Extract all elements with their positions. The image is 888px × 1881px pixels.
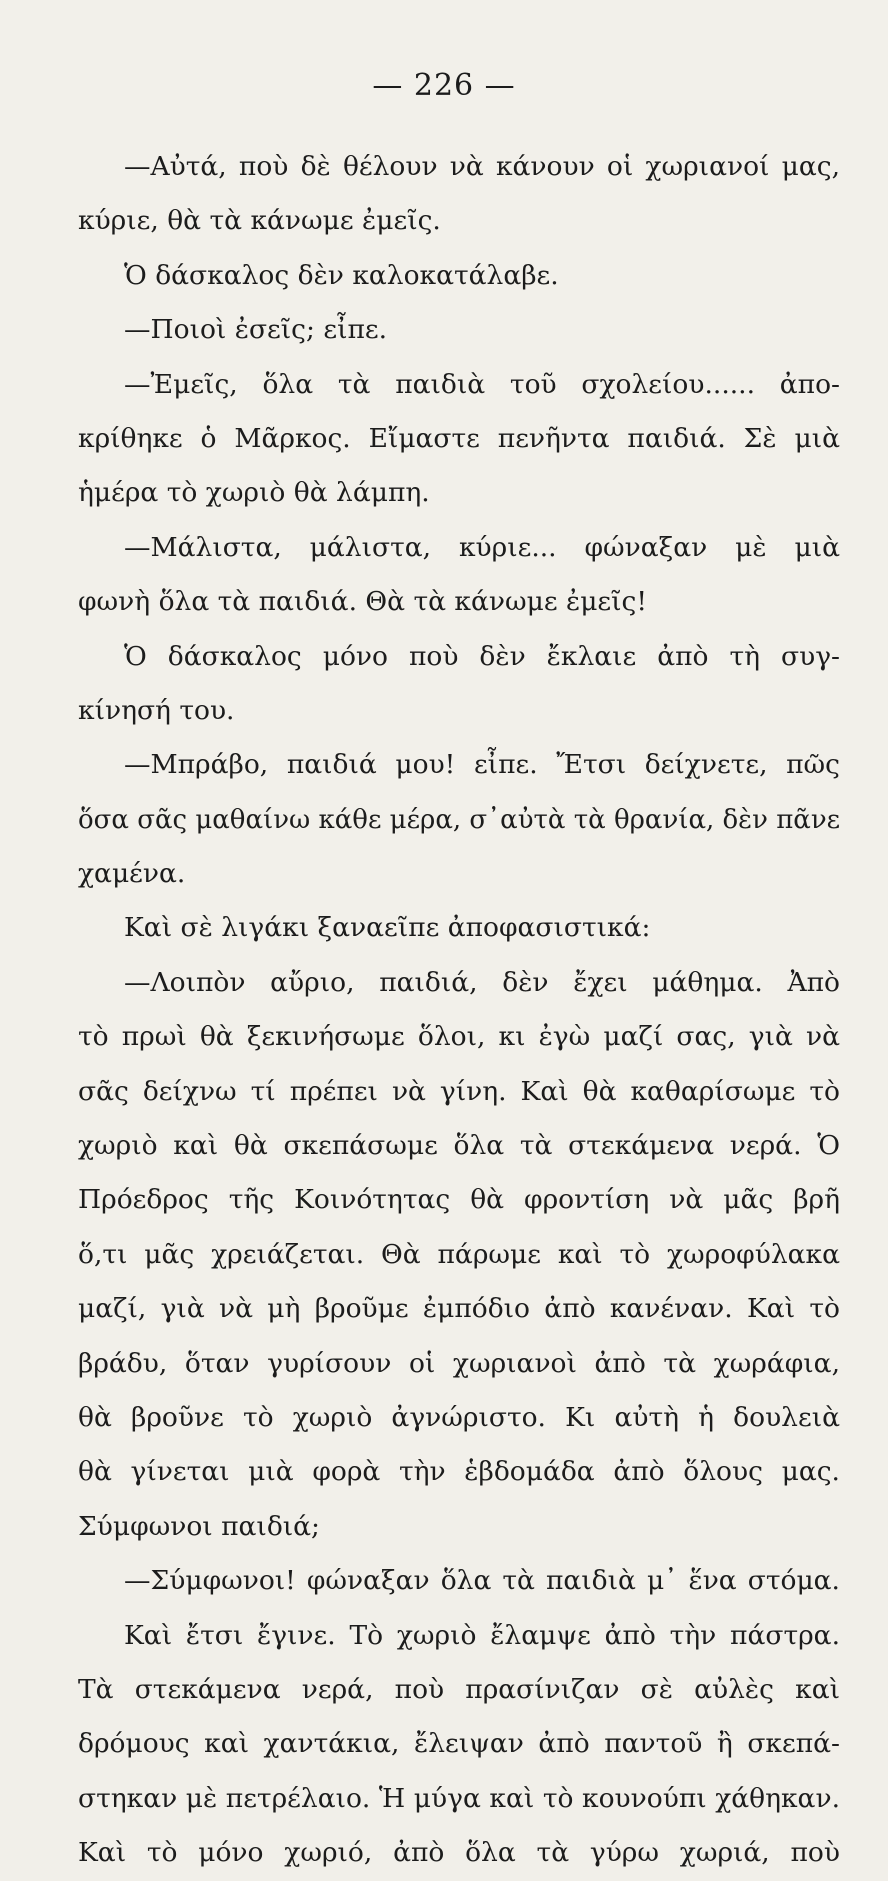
text-line: θὰ βροῦνε τὸ χωριὸ ἀγνώριστο. Κι αὐτὴ ἡ δουλειὰ — [78, 1401, 840, 1433]
text-line: χωριὸ καὶ θὰ σκεπάσωμε ὅλα τὰ στεκάμενα νερά. Ὁ — [78, 1130, 840, 1162]
text-line: Καὶ ἔτσι ἔγινε. Τὸ χωριὸ ἔλαμψε ἀπὸ τὴν πάστρα. — [124, 1619, 840, 1651]
text-line: ἡμέρα τὸ χωριὸ θὰ λάμπη. — [78, 477, 430, 509]
text-line: —Ποιοὶ ἐσεῖς; εἶπε. — [124, 314, 388, 346]
page-number: — 226 — — [372, 68, 516, 103]
text-line: κρίθηκε ὁ Μᾶρκος. Εἴμαστε πενῆντα παιδιά. Σὲ μιὰ — [78, 422, 840, 454]
text-line: —Σύμφωνοι! φώναξαν ὅλα τὰ παιδιὰ μ᾽ ἕνα στόμα. — [124, 1565, 840, 1597]
text-line: τὸ πρωὶ θὰ ξεκινήσωμε ὅλοι, κι ἐγὼ μαζί σας, γιὰ νὰ — [78, 1021, 840, 1053]
text-line: κίνησή του. — [78, 694, 235, 726]
text-line: —Αὐτά, ποὺ δὲ θέλουν νὰ κάνουν οἱ χωριανοί μας, — [124, 151, 840, 182]
text-line: στηκαν μὲ πετρέλαιο. Ἡ μύγα καὶ τὸ κουνούπι χάθηκαν. — [78, 1782, 840, 1814]
text-line: —Ἐμεῖς, ὅλα τὰ παιδιὰ τοῦ σχολείου...... ἀπο- — [124, 368, 840, 400]
text-line: φωνὴ ὅλα τὰ παιδιά. Θὰ τὰ κάνωμε ἐμεῖς! — [78, 586, 648, 618]
text-line: Τὰ στεκάμενα νερά, ποὺ πρασίνιζαν σὲ αὐλὲς καὶ — [78, 1673, 840, 1705]
text-line: κύριε, θὰ τὰ κάνωμε ἐμεῖς. — [78, 205, 441, 237]
text-line: Καὶ τὸ μόνο χωριό, ἀπὸ ὅλα τὰ γύρω χωριά, ποὺ — [78, 1837, 840, 1869]
text-line: —Μάλιστα, μάλιστα, κύριε... φώναξαν μὲ μιὰ — [124, 531, 840, 563]
text-line: βράδυ, ὅταν γυρίσουν οἱ χωριανοὶ ἀπὸ τὰ χωράφια, — [78, 1347, 840, 1379]
text-line: Καὶ σὲ λιγάκι ξαναεῖπε ἀποφασιστικά: — [124, 912, 651, 944]
text-line: —Λοιπὸν αὔριο, παιδιά, δὲν ἔχει μάθημα. Ἀπὸ — [124, 966, 840, 998]
text-line: —Μπράβο, παιδιά μου! εἶπε. Ἔτσι δείχνετε, πῶς — [124, 749, 840, 781]
page-text — [78, 140, 840, 1881]
text-line: Ὁ δάσκαλος δὲν καλοκατάλαβε. — [124, 259, 559, 291]
text-line: χαμένα. — [78, 858, 186, 890]
text-line: ὅσα σᾶς μαθαίνω κάθε μέρα, σ᾽αὐτὰ τὰ θρανία, δὲν πᾶνε — [78, 804, 841, 835]
text-line: Ὁ δάσκαλος μόνο ποὺ δὲν ἔκλαιε ἀπὸ τὴ συγ- — [124, 640, 840, 672]
text-line: θὰ γίνεται μιὰ φορὰ τὴν ἑβδομάδα ἀπὸ ὅλους μας. — [78, 1456, 840, 1488]
text-line: ὅ,τι μᾶς χρειάζεται. Θὰ πάρωμε καὶ τὸ χωροφύλακα — [78, 1238, 840, 1270]
text-line: μαζί, γιὰ νὰ μὴ βροῦμε ἐμπόδιο ἀπὸ κανέναν. Καὶ τὸ — [78, 1293, 840, 1325]
text-line: δρόμους καὶ χαντάκια, ἔλειψαν ἀπὸ παντοῦ ἢ σκεπά- — [78, 1728, 840, 1760]
text-line: σᾶς δείχνω τί πρέπει νὰ γίνη. Καὶ θὰ καθαρίσωμε τὸ — [78, 1075, 840, 1107]
text-line: Σύμφωνοι παιδιά; — [78, 1510, 320, 1542]
text-line: Πρόεδρος τῆς Κοινότητας θὰ φροντίση νὰ μᾶς βρῆ — [78, 1184, 840, 1216]
